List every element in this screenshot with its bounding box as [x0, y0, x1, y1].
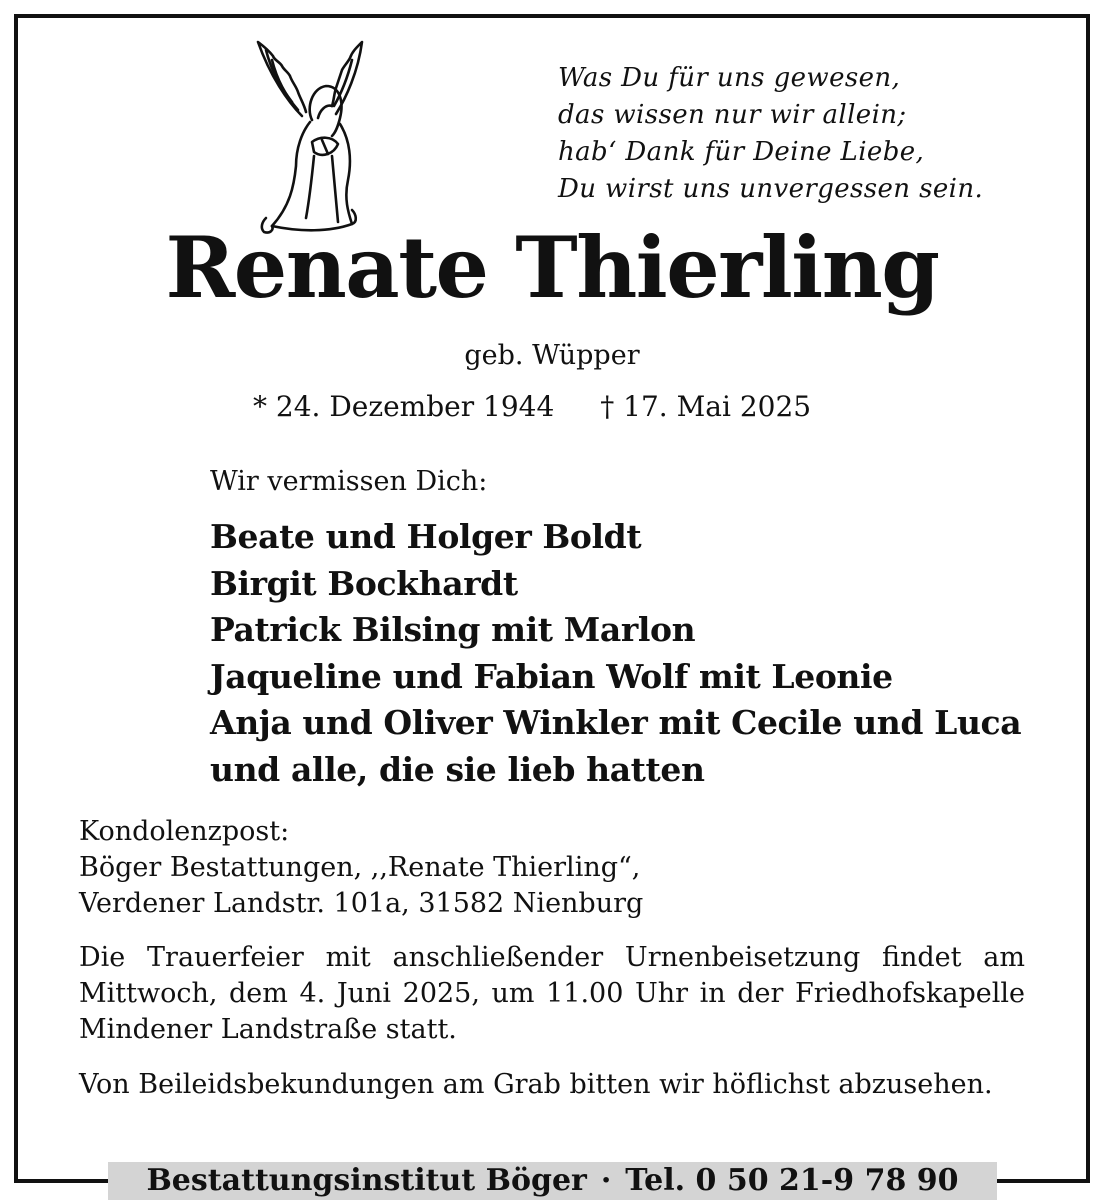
poem-line: das wissen nur wir allein;	[558, 100, 907, 130]
funeral-home-phone: Tel. 0 50 21-9 78 90	[625, 1163, 959, 1198]
mourner-name: Anja und Oliver Winkler mit Cecile und Luca	[210, 703, 1022, 742]
birth-date: * 24. Dezember 1944	[253, 390, 555, 423]
condolence-label: Kondolenzpost:	[79, 816, 290, 847]
condolence-line: Verdener Landstr. 101a, 31582 Nienburg	[79, 888, 644, 919]
poem-line: Was Du für uns gewesen,	[558, 63, 901, 93]
poem	[558, 60, 1058, 208]
mourner-name: Patrick Bilsing mit Marlon	[210, 610, 696, 649]
mourner-name: Beate und Holger Boldt	[210, 517, 642, 556]
poem-line: Du wirst uns unvergessen sein.	[558, 174, 984, 204]
mourners-intro: Wir vermissen Dich:	[210, 466, 488, 497]
mourner-name: und alle, die sie lieb hatten	[210, 749, 705, 789]
funeral-home-name: Bestattungsinstitut Böger	[146, 1163, 587, 1198]
poem-line: hab‘ Dank für Deine Liebe,	[558, 137, 925, 167]
death-date: † 17. Mai 2025	[600, 390, 812, 423]
funeral-home-banner	[108, 1162, 997, 1200]
mourner-name: Jaqueline und Fabian Wolf mit Leonie	[210, 656, 893, 696]
mourner-name: Birgit Bockhardt	[210, 563, 518, 603]
footer-separator: ·	[600, 1163, 612, 1198]
life-dates	[253, 390, 811, 423]
mourners-list	[210, 514, 1021, 793]
maiden-name: geb. Wüpper	[464, 340, 640, 371]
ceremony-text: Die Trauerfeier mit anschließender Urnenbeisetzung findet am Mittwoch, dem 4. Juni 2025, um 11.00 Uhr in der Friedhofskapelle Mindener Landstraße statt.	[79, 942, 1025, 1045]
angel-icon	[240, 36, 380, 236]
request-text: Von Beileidsbekundungen am Grab bitten wir höflichst abzusehen.	[79, 1069, 993, 1100]
condolence-line: Böger Bestattungen, ,,Renate Thierling“,	[79, 852, 641, 883]
condolence-address	[79, 814, 643, 922]
deceased-name: Renate Thierling	[165, 218, 939, 317]
